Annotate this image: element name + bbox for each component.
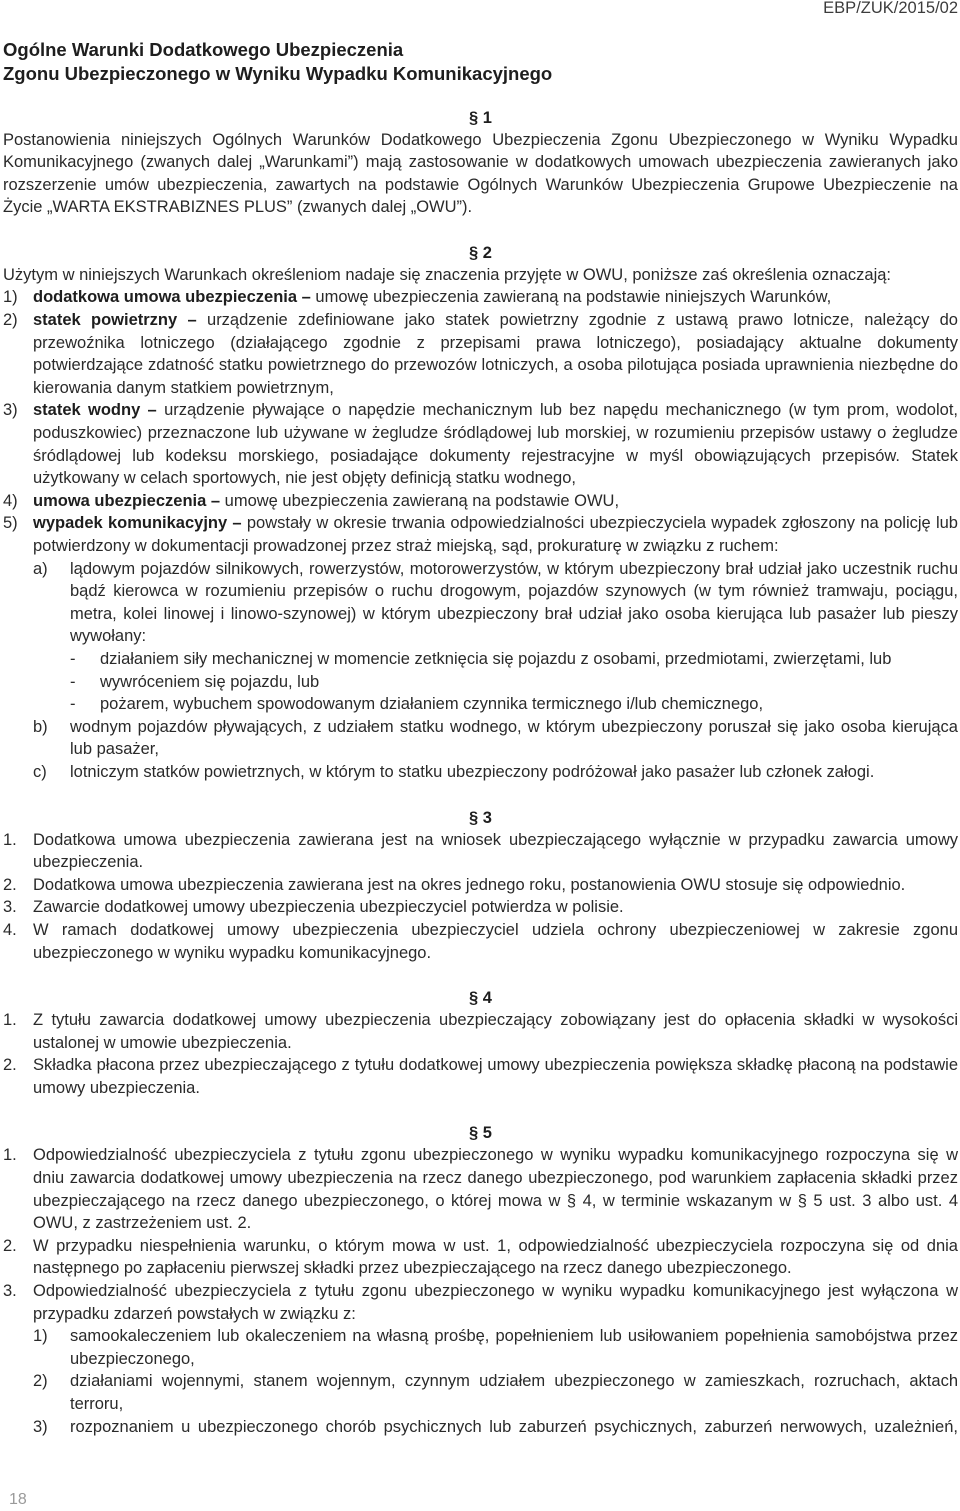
clause-number: 2. [3, 875, 17, 894]
clause-body [33, 1280, 958, 1438]
section-heading: § 4 [469, 989, 492, 1008]
definition-term: statek wodny – [33, 401, 157, 420]
dash-text: pożarem, wybuchem spowodowanym działaniem czynnika termicznego i/lub chemicznego, [100, 695, 764, 714]
clause-number: 1. [3, 1011, 17, 1030]
clause-number: 4. [3, 920, 17, 939]
definition-term: wypadek komunikacyjny – [33, 514, 242, 533]
clause-item [3, 829, 958, 874]
subitem-letter: c) [33, 762, 47, 781]
section-intro: Użytym w niniejszych Warunkach określeniom nadaje się znaczenia przyjęte w OWU, poniższe zaś określenia oznaczają: [3, 265, 892, 284]
definition-term: statek powietrzny – [33, 311, 197, 330]
subitem-number: 3) [33, 1417, 48, 1436]
definition-paragraph [33, 512, 958, 557]
dash-item [70, 671, 958, 694]
definition-body [33, 399, 958, 489]
subitem [33, 1325, 958, 1370]
subitem [33, 1416, 958, 1439]
section-heading: § 5 [469, 1124, 492, 1143]
clause-text: W ramach dodatkowej umowy ubezpieczenia ubezpieczyciel udziela ochrony ubezpieczeniowej w zakresie zgonu ubezpieczonego w wyniku wypadku komunikacyjnego. [33, 920, 958, 962]
subitem [33, 558, 958, 716]
definition-term: dodatkowa umowa ubezpieczenia – [33, 288, 311, 307]
clause-text: Zawarcie dodatkowej umowy ubezpieczenia ubezpieczyciel potwierdza w polisie. [33, 898, 624, 917]
subitem [33, 716, 958, 761]
clause-number: 2. [3, 1236, 17, 1255]
clause-item [3, 874, 958, 897]
subitem [33, 1370, 958, 1415]
subitem [33, 761, 958, 784]
clause-number: 3. [3, 1282, 17, 1301]
clause-text: Z tytułu zawarcia dodatkowej umowy ubezpieczenia ubezpieczający zobowiązany jest do opłacenia składki w wysokości ustalonej w umowie ubezpieczenia. [33, 1011, 958, 1052]
subitem-body [70, 558, 958, 716]
dash-item [70, 693, 958, 716]
definition-text: powstały w okresie trwania odpowiedzialności ubezpieczyciela wypadek zgłoszony na policję lub potwierdzony w dokumentacji prowadzonej przez straż miejską, sąd, prokuraturę w związku z ruchem: [33, 514, 958, 555]
clause-text: Dodatkowa umowa ubezpieczenia zawierana jest na okres jednego roku, postanowienia OWU stosuje się odpowiednio. [33, 875, 906, 894]
definition-number: 4) [3, 491, 18, 510]
definition-number: 3) [3, 401, 18, 420]
dash-mark: - [70, 695, 76, 714]
clause-item [3, 1280, 958, 1438]
section-1 [3, 108, 958, 219]
definition-body [33, 286, 958, 309]
clause-text: Dodatkowa umowa ubezpieczenia zawierana jest na wniosek ubezpieczającego wyłącznie w przypadku zawarcia umowy ubezpieczenia. [33, 830, 958, 872]
page-number: 18 [9, 1491, 27, 1508]
definition-body [33, 490, 958, 513]
clause-text: Odpowiedzialność ubezpieczyciela z tytułu zgonu ubezpieczonego w wyniku wypadku komunikacyjnego jest wyłączona w przypadku zdarzeń powstałych w związku z: [33, 1282, 958, 1323]
clause-item [3, 1144, 958, 1234]
document-code: EBP/ZUK/2015/02 [823, 0, 958, 17]
subitem-number: 2) [33, 1372, 48, 1391]
definition-term: umowa ubezpieczenia – [33, 491, 221, 510]
clause-text: W przypadku niespełnienia warunku, o którym mowa w ust. 1, odpowiedzialność ubezpieczyciela rozpoczyna się od dnia następnego po zapłaceniu pierwszej składki przez ubezpieczającego na rzecz danego ubezpieczonego. [33, 1236, 958, 1278]
clause-number: 3. [3, 898, 17, 917]
section-heading: § 2 [469, 243, 492, 262]
document-title [3, 38, 958, 86]
document-content [3, 38, 958, 1438]
clause-item [3, 1009, 958, 1054]
section-heading: § 1 [469, 108, 492, 127]
clause-text: Składka płacona przez ubezpieczającego z tytułu dodatkowej umowy ubezpieczenia powiększa składkę płaconą na podstawie umowy ubezpieczenia. [33, 1056, 958, 1097]
definition-item [3, 286, 958, 309]
dash-item [70, 648, 958, 671]
definition-number: 2) [3, 311, 18, 330]
subitem-letter: a) [33, 559, 48, 578]
clause-number: 1. [3, 830, 17, 849]
definition-text: urządzenie zdefiniowane jako statek powietrzny zgodnie z ustawą prawo lotnicze, należący do przewoźnika lotniczego (działającego zgodnie z przepisami prawa lotniczego), posiadający aktualne dokumenty potwierdzające zdatność statku powietrznego do przewozów lotniczych, a osoba pilotująca posiada uprawnienia niezbędne do kierowania danym statkiem powietrznym, [33, 311, 958, 397]
title-line-1: Ogólne Warunki Dodatkowego Ubezpieczenia [3, 39, 404, 60]
section-heading: § 3 [469, 808, 492, 827]
definition-body [33, 512, 958, 783]
definition-body [33, 309, 958, 399]
definition-item [3, 309, 958, 399]
clause-number: 1. [3, 1146, 17, 1165]
subitem-text: działaniami wojennymi, stanem wojennym, czynnym udziałem ubezpieczonego w zamieszkach, rozruchach, aktach terroru, [70, 1372, 958, 1413]
dash-text: wywróceniem się pojazdu, lub [100, 672, 320, 691]
subitem-text: samookaleczeniem lub okaleczeniem na własną prośbę, popełnieniem lub usiłowaniem popełnienia samobójstwa przez ubezpieczonego, [70, 1327, 958, 1368]
definition-number: 1) [3, 288, 18, 307]
clause-text: Odpowiedzialność ubezpieczyciela z tytułu zgonu ubezpieczonego w wyniku wypadku komunikacyjnego rozpoczyna się w dniu zawarcia dodatkowej umowy ubezpieczenia na rzecz danego ubezpieczonego, pod warunkiem zapłacenia składki przez ubezpieczającego na rzecz danego ubezpieczonego, o której mowa w § 4, w terminie wskazanym w § 5 ust. 3 albo ust. 4 OWU, z zastrzeżeniem ust. 2. [33, 1146, 958, 1233]
definition-item [3, 399, 958, 489]
section-paragraph: Postanowienia niniejszych Ogólnych Warunków Dodatkowego Ubezpieczenia Zgonu Ubezpieczonego w Wyniku Wypadku Komunikacyjnego (zwanych dalej „Warunkami”) mają zastosowanie w dodatkowych umowach ubezpieczenia zawieranych jako rozszerzenie umów ubezpieczenia, zawartych na podstawie Ogólnych Warunków Ubezpieczenia Grupowe Ubezpieczenie na Życie „WARTA EKSTRABIZNES PLUS” (zwanych dalej „OWU”). [3, 130, 958, 217]
section-5 [3, 1123, 958, 1438]
definition-text: umowę ubezpieczenia zawieraną na podstawie niniejszych Warunków, [315, 288, 832, 307]
clause-number: 2. [3, 1056, 17, 1075]
section-2 [3, 243, 958, 784]
definition-number: 5) [3, 514, 18, 533]
subitem-text: lądowym pojazdów silnikowych, rowerzystów, motorowerzystów, w którym ubezpieczony brał udział jako uczestnik ruchu bądź kierowca w rozumieniu przepisów o ruchu drogowym, pojazdów szynowych (w tym również tramwaju, pociągu, metra, kolei linowej i linowo-szynowej) w którym ubezpieczony brał udział jako osoba kierująca lub pasażer lub pieszy wywołany: [70, 559, 958, 646]
definition-item [3, 490, 958, 513]
definition-text: umowę ubezpieczenia zawieraną na podstawie OWU, [224, 491, 620, 510]
dash-mark: - [70, 649, 76, 668]
subitem-text: rozpoznaniem u ubezpieczonego chorób psychicznych lub zaburzeń psychicznych, zaburzeń nerwowych, uzależnień, [70, 1417, 958, 1436]
dash-text: działaniem siły mechanicznej w momencie zetknięcia się pojazdu z osobami, przedmiotami, zwierzętami, lub [100, 649, 892, 668]
title-line-2: Zgonu Ubezpieczonego w Wyniku Wypadku Komunikacyjnego [3, 63, 553, 84]
dash-mark: - [70, 672, 76, 691]
subitem-letter: b) [33, 717, 48, 736]
clause-item [3, 1054, 958, 1099]
subitem-number: 1) [33, 1327, 48, 1346]
subitem-text: wodnym pojazdów pływających, z udziałem statku wodnego, w którym ubezpieczony poruszał się jako osoba kierująca lub pasażer, [70, 717, 958, 759]
section-4 [3, 988, 958, 1099]
definition-item [3, 512, 958, 783]
section-3 [3, 808, 958, 965]
clause-item [3, 919, 958, 964]
clause-item [3, 1235, 958, 1280]
subitem-text: lotniczym statków powietrznych, w którym to statku ubezpieczony podróżował jako pasażer lub członek załogi. [70, 762, 875, 781]
clause-item [3, 896, 958, 919]
definition-text: urządzenie pływające o napędzie mechanicznym lub bez napędu mechanicznego (w tym prom, wodolot, poduszkowiec) przeznaczone lub używane w żegludze śródlądowej lub morskiej, w rozumieniu przepisów ustawy o żegludze śródlądowej lub kodeksu morskiego, posiadające dokumenty rejestracyjne w myśl obowiązujących przepisów. Statek użytkowany w celach sportowych, nie jest objęty definicją statku wodnego, [33, 401, 958, 488]
